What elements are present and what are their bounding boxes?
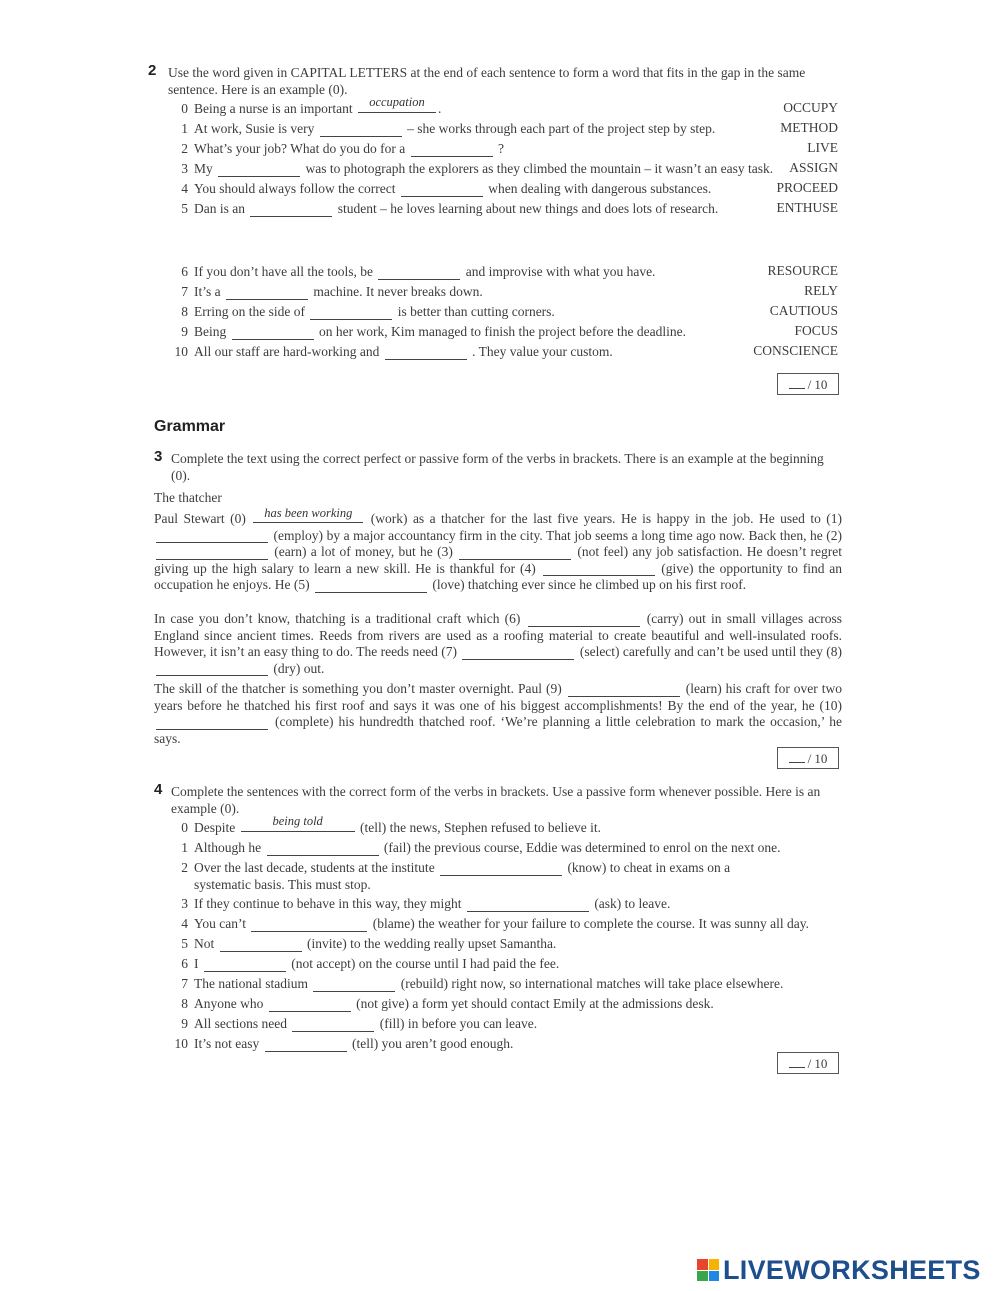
example-answer: has been working — [264, 505, 353, 520]
exercise-2-heading — [148, 64, 848, 98]
answer-input[interactable] — [218, 162, 300, 177]
passage-paragraph-1: Paul Stewart (0) has been working (work) as a thatcher for the last five years. He is happy in the job. He used to (1) (employ) by a major accountancy firm in the city. That job seems a long time ago now. Back then, he (2) (earn) a lot of money, but he (3) (not feel) any job satisfaction. He doesn’t regret giving up the high salary to learn a new skill. He is thankful for (4) (give) the opportunity to find an occupation he enjoys. He (5) (love) thatching ever since he climbed up on his first roof. — [154, 505, 843, 592]
answer-input[interactable] — [156, 715, 268, 730]
answer-input[interactable] — [528, 612, 640, 627]
capital-word: METHOD — [780, 120, 838, 135]
answer-input[interactable] — [232, 325, 314, 340]
answer-input[interactable] — [459, 545, 571, 560]
answer-input[interactable] — [267, 841, 379, 856]
ex4-item-10: 10 It’s not easy (tell) you aren’t good enough. — [174, 1036, 514, 1051]
ex2-item-2: 2 What’s your job? What do you do for a ? — [181, 141, 504, 156]
exercise-instruction: Complete the sentences with the correct form of the verbs in brackets. Use a passive form whenever possible. Here is an example (0). — [171, 784, 821, 816]
example-answer: being told — [272, 814, 323, 828]
answer-input[interactable] — [220, 937, 302, 952]
ex4-item-8: 8 Anyone who (not give) a form yet should contact Emily at the admissions desk. — [181, 996, 714, 1011]
capital-word: CONSCIENCE — [753, 343, 838, 358]
exercise-instruction: Use the word given in CAPITAL LETTERS at the end of each sentence to form a word that fits in the gap in the same sentence. Here is an example (0). — [168, 65, 806, 97]
logo-mark-icon — [697, 1259, 719, 1281]
ex4-item-3: 3 If they continue to behave in this way, they might (ask) to leave. — [181, 896, 671, 911]
passage-paragraph-3: The skill of the thatcher is something you don’t master overnight. Paul (9) (learn) his craft for over two years before he thatched his first roof and says it was one of his biggest accomplishments! By the end of the year, he (10) (complete) his hundredth thatched roof. ‘We’re planning a little celebration to mark the occasion,’ he says. — [154, 681, 843, 746]
capital-word: LIVE — [807, 140, 838, 155]
answer-input[interactable] — [310, 305, 392, 320]
answer-input[interactable] — [313, 977, 395, 992]
ex2-item-8: 8 Erring on the side of is better than cutting corners. — [181, 304, 555, 319]
passage-paragraph-2: In case you don’t know, thatching is a traditional craft which (6) (carry) out in small villages across England since ancient times. Reeds from rivers are used as a roofing material to create beautiful and well-insulated roofs. However, it isn’t an easy thing to do. The reeds need (7) (select) carefully and can’t be used until they (8) (dry) out. — [154, 611, 843, 676]
ex4-item-2-continuation: systematic basis. This must stop. — [194, 877, 371, 892]
exercise-number: 2 — [148, 62, 157, 79]
answer-input[interactable] — [251, 917, 367, 932]
answer-input[interactable] — [320, 122, 402, 137]
liveworksheets-logo — [697, 1255, 981, 1285]
answer-input[interactable] — [462, 645, 574, 660]
answer-input[interactable] — [315, 578, 427, 593]
capital-word: CAUTIOUS — [769, 303, 838, 318]
ex2-item-4: 4 You should always follow the correct when dealing with dangerous substances. — [181, 181, 712, 196]
capital-word: RESOURCE — [767, 263, 838, 278]
capital-word: PROCEED — [776, 180, 838, 195]
answer-input[interactable] — [156, 545, 268, 560]
logo-text: LIVEWORKSHEETS — [723, 1254, 981, 1285]
ex4-item-5: 5 Not (invite) to the wedding really upset Samantha. — [181, 936, 557, 951]
exercise-3-heading — [154, 450, 844, 484]
ex2-item-6: 6 If you don’t have all the tools, be and improvise with what you have. — [181, 264, 656, 279]
answer-input[interactable] — [156, 661, 268, 676]
ex2-item-1: 1 At work, Susie is very – she works through each part of the project step by step. — [181, 121, 716, 136]
capital-word: ASSIGN — [789, 160, 838, 175]
answer-input[interactable] — [226, 285, 308, 300]
answer-input[interactable] — [543, 561, 655, 576]
ex2-item-3: 3 My was to photograph the explorers as they climbed the mountain – it wasn’t an easy task. — [181, 161, 774, 176]
answer-input[interactable] — [265, 1037, 347, 1052]
ex4-item-4: 4 You can’t (blame) the weather for your failure to complete the course. It was sunny all day. — [181, 916, 809, 931]
ex4-item-2: 2 Over the last decade, students at the institute (know) to cheat in exams on a — [181, 860, 731, 875]
exercise-number: 3 — [154, 448, 163, 465]
answer-input[interactable] — [411, 142, 493, 157]
ex2-item-7: 7 It’s a machine. It never breaks down. — [181, 284, 483, 299]
exercise-number: 4 — [154, 781, 163, 798]
ex4-item-1: 1 Although he (fail) the previous course, Eddie was determined to enrol on the next one. — [181, 840, 781, 855]
ex2-item-10: 10 All our staff are hard-working and . They value your custom. — [174, 344, 613, 359]
ex4-item-0: 0 Despite being told (tell) the news, Stephen refused to believe it. — [181, 814, 602, 835]
exercise-instruction: Complete the text using the correct perfect or passive form of the verbs in brackets. There is an example at the beginning (0). — [171, 451, 824, 483]
text-title: The thatcher — [154, 490, 222, 505]
ex4-item-9: 9 All sections need (fill) in before you can leave. — [181, 1016, 538, 1031]
ex4-item-7: 7 The national stadium (rebuild) right now, so international matches will take place elsewhere. — [181, 976, 784, 991]
answer-input[interactable] — [467, 897, 589, 912]
answer-input[interactable] — [401, 182, 483, 197]
answer-input[interactable] — [385, 345, 467, 360]
capital-word: FOCUS — [794, 323, 838, 338]
capital-word: RELY — [804, 283, 838, 298]
answer-blank — [253, 505, 363, 523]
answer-input[interactable] — [156, 528, 268, 543]
score-box: / 10 — [777, 373, 839, 395]
ex2-item-0: 0 Being a nurse is an important occupation . — [181, 95, 442, 116]
answer-input[interactable] — [250, 202, 332, 217]
ex2-item-5: 5 Dan is an student – he loves learning about new things and does lots of research. — [181, 201, 719, 216]
capital-word: ENTHUSE — [776, 200, 838, 215]
answer-input[interactable] — [440, 861, 562, 876]
capital-word: OCCUPY — [783, 100, 838, 115]
answer-input[interactable] — [292, 1017, 374, 1032]
answer-input[interactable] — [568, 682, 680, 697]
answer-input[interactable] — [204, 957, 286, 972]
answer-blank — [358, 95, 436, 113]
ex4-item-6: 6 I (not accept) on the course until I had paid the fee. — [181, 956, 560, 971]
example-answer: occupation — [369, 95, 425, 109]
section-title: Grammar — [154, 418, 226, 435]
answer-blank — [241, 814, 355, 832]
answer-input[interactable] — [378, 265, 460, 280]
ex2-item-9: 9 Being on her work, Kim managed to finish the project before the deadline. — [181, 324, 687, 339]
score-box: / 10 — [777, 1052, 839, 1074]
answer-input[interactable] — [269, 997, 351, 1012]
score-box: / 10 — [777, 747, 839, 769]
exercise-4-heading — [154, 783, 844, 817]
